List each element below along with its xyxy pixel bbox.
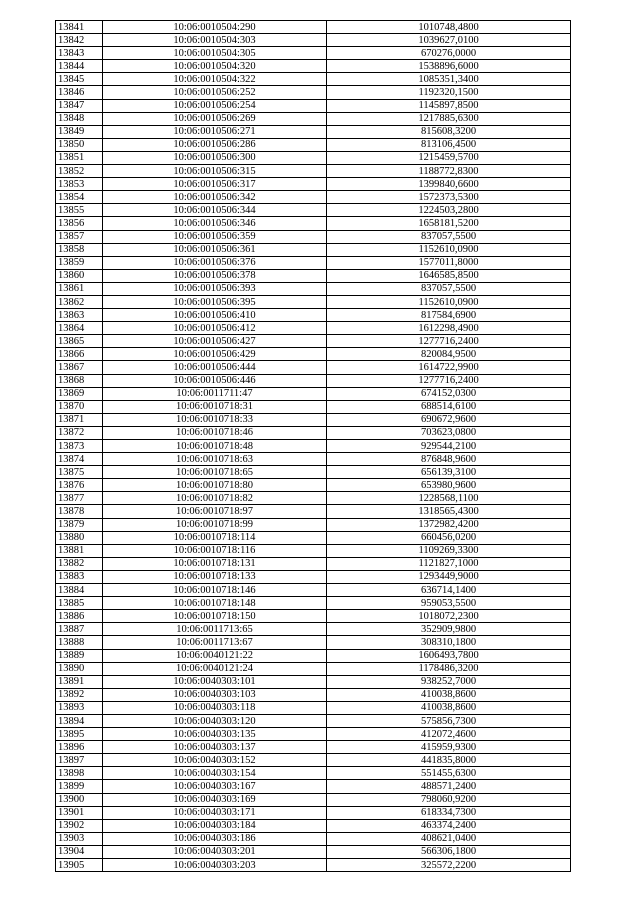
row-number: 13896	[56, 741, 103, 754]
cadastral-number: 10:06:0040303:118	[103, 701, 327, 714]
table-row	[56, 649, 571, 662]
value-cell: 820084,9500	[327, 348, 571, 361]
table-row	[56, 256, 571, 269]
table-row	[56, 60, 571, 73]
table-row	[56, 335, 571, 348]
row-number: 13894	[56, 714, 103, 727]
value-cell: 876848,9600	[327, 453, 571, 466]
row-number: 13885	[56, 597, 103, 610]
cadastral-number: 10:06:0010718:46	[103, 426, 327, 439]
value-cell: 938252,7000	[327, 675, 571, 688]
row-number: 13868	[56, 374, 103, 387]
table-row	[56, 570, 571, 583]
cadastral-number: 10:06:0010506:300	[103, 151, 327, 164]
row-number: 13897	[56, 754, 103, 767]
table-row	[56, 178, 571, 191]
cadastral-number: 10:06:0010506:395	[103, 295, 327, 308]
value-cell: 408621,0400	[327, 832, 571, 845]
table-row	[56, 243, 571, 256]
table-row	[56, 374, 571, 387]
row-number: 13893	[56, 701, 103, 714]
table-row	[56, 584, 571, 597]
cadastral-number: 10:06:0010504:305	[103, 47, 327, 60]
cadastral-number: 10:06:0010504:320	[103, 60, 327, 73]
cadastral-number: 10:06:0010506:271	[103, 125, 327, 138]
value-cell: 412072,4600	[327, 728, 571, 741]
row-number: 13890	[56, 662, 103, 675]
value-cell: 817584,6900	[327, 309, 571, 322]
table-row	[56, 453, 571, 466]
table-row	[56, 426, 571, 439]
value-cell: 959053,5500	[327, 597, 571, 610]
row-number: 13871	[56, 413, 103, 426]
row-number: 13847	[56, 99, 103, 112]
row-number: 13860	[56, 269, 103, 282]
value-cell: 1121827,1000	[327, 557, 571, 570]
row-number: 13869	[56, 387, 103, 400]
table-row	[56, 204, 571, 217]
value-cell: 1318565,4300	[327, 505, 571, 518]
cadastral-number: 10:06:0010506:427	[103, 335, 327, 348]
value-cell: 441835,8000	[327, 754, 571, 767]
value-cell: 1188772,8300	[327, 165, 571, 178]
row-number: 13854	[56, 191, 103, 204]
cadastral-number: 10:06:0010506:429	[103, 348, 327, 361]
value-cell: 551455,6300	[327, 767, 571, 780]
table-row	[56, 754, 571, 767]
value-cell: 1614722,9900	[327, 361, 571, 374]
table-row	[56, 165, 571, 178]
cadastral-number: 10:06:0010506:252	[103, 86, 327, 99]
value-cell: 488571,2400	[327, 780, 571, 793]
cadastral-number: 10:06:0010506:269	[103, 112, 327, 125]
table-row	[56, 610, 571, 623]
cadastral-number: 10:06:0011713:67	[103, 636, 327, 649]
value-cell: 837057,5500	[327, 282, 571, 295]
row-number: 13861	[56, 282, 103, 295]
table-row	[56, 819, 571, 832]
row-number: 13872	[56, 426, 103, 439]
value-cell: 1224503,2800	[327, 204, 571, 217]
value-cell: 618334,7300	[327, 806, 571, 819]
cadastral-number: 10:06:0010718:97	[103, 505, 327, 518]
table-row	[56, 636, 571, 649]
table-row	[56, 125, 571, 138]
table-body	[56, 21, 571, 872]
row-number: 13903	[56, 832, 103, 845]
table-row	[56, 269, 571, 282]
row-number: 13844	[56, 60, 103, 73]
cadastral-number: 10:06:0010506:317	[103, 178, 327, 191]
row-number: 13898	[56, 767, 103, 780]
value-cell: 703623,0800	[327, 426, 571, 439]
table-row	[56, 466, 571, 479]
cadastral-number: 10:06:0010506:315	[103, 165, 327, 178]
table-row	[56, 623, 571, 636]
cadastral-number: 10:06:0010506:361	[103, 243, 327, 256]
value-cell: 308310,1800	[327, 636, 571, 649]
value-cell: 410038,8600	[327, 701, 571, 714]
value-cell: 1085351,3400	[327, 73, 571, 86]
value-cell: 1018072,2300	[327, 610, 571, 623]
row-number: 13888	[56, 636, 103, 649]
value-cell: 1228568,1100	[327, 492, 571, 505]
cadastral-number: 10:06:0010718:80	[103, 479, 327, 492]
cadastral-number: 10:06:0010718:48	[103, 440, 327, 453]
value-cell: 656139,3100	[327, 466, 571, 479]
cadastral-number: 10:06:0010506:286	[103, 138, 327, 151]
table-row	[56, 21, 571, 34]
table-row	[56, 518, 571, 531]
cadastral-number: 10:06:0010506:254	[103, 99, 327, 112]
value-cell: 1538896,6000	[327, 60, 571, 73]
table-row	[56, 859, 571, 872]
value-cell: 1577011,8000	[327, 256, 571, 269]
value-cell: 1572373,5300	[327, 191, 571, 204]
value-cell: 1293449,9000	[327, 570, 571, 583]
row-number: 13902	[56, 819, 103, 832]
value-cell: 352909,9800	[327, 623, 571, 636]
table-row	[56, 34, 571, 47]
row-number: 13855	[56, 204, 103, 217]
row-number: 13895	[56, 728, 103, 741]
table-row	[56, 348, 571, 361]
cadastral-number: 10:06:0040303:135	[103, 728, 327, 741]
cadastral-number: 10:06:0040303:101	[103, 675, 327, 688]
row-number: 13873	[56, 440, 103, 453]
value-cell: 837057,5500	[327, 230, 571, 243]
table-row	[56, 230, 571, 243]
cadastral-number: 10:06:0040121:22	[103, 649, 327, 662]
table-row	[56, 806, 571, 819]
row-number: 13879	[56, 518, 103, 531]
row-number: 13900	[56, 793, 103, 806]
row-number: 13870	[56, 400, 103, 413]
value-cell: 688514,6100	[327, 400, 571, 413]
table-row	[56, 309, 571, 322]
value-cell: 1152610,0900	[327, 243, 571, 256]
table-row	[56, 151, 571, 164]
row-number: 13877	[56, 492, 103, 505]
row-number: 13849	[56, 125, 103, 138]
cadastral-number: 10:06:0040303:171	[103, 806, 327, 819]
row-number: 13856	[56, 217, 103, 230]
value-cell: 1277716,2400	[327, 374, 571, 387]
cadastral-number: 10:06:0040303:103	[103, 688, 327, 701]
cadastral-number: 10:06:0010718:99	[103, 518, 327, 531]
value-cell: 1145897,8500	[327, 99, 571, 112]
table-row	[56, 479, 571, 492]
table-row	[56, 505, 571, 518]
cadastral-number: 10:06:0010718:82	[103, 492, 327, 505]
cadastral-number: 10:06:0040303:169	[103, 793, 327, 806]
table-row	[56, 845, 571, 858]
table-row	[56, 832, 571, 845]
row-number: 13842	[56, 34, 103, 47]
value-cell: 815608,3200	[327, 125, 571, 138]
cadastral-number: 10:06:0010718:133	[103, 570, 327, 583]
table-row	[56, 47, 571, 60]
cadastral-number: 10:06:0010506:346	[103, 217, 327, 230]
row-number: 13852	[56, 165, 103, 178]
cadastral-number: 10:06:0040303:154	[103, 767, 327, 780]
value-cell: 1399840,6600	[327, 178, 571, 191]
table-row	[56, 73, 571, 86]
cadastral-number: 10:06:0010506:344	[103, 204, 327, 217]
cadastral-number: 10:06:0010718:116	[103, 544, 327, 557]
table-row	[56, 557, 571, 570]
value-cell: 463374,2400	[327, 819, 571, 832]
row-number: 13878	[56, 505, 103, 518]
table-row	[56, 387, 571, 400]
table-row	[56, 282, 571, 295]
table-row	[56, 361, 571, 374]
table-row	[56, 688, 571, 701]
value-cell: 813106,4500	[327, 138, 571, 151]
table-row	[56, 675, 571, 688]
table-row	[56, 531, 571, 544]
value-cell: 1612298,4900	[327, 322, 571, 335]
row-number: 13904	[56, 845, 103, 858]
value-cell: 1217885,6300	[327, 112, 571, 125]
row-number: 13866	[56, 348, 103, 361]
value-cell: 415959,9300	[327, 741, 571, 754]
value-cell: 929544,2100	[327, 440, 571, 453]
cadastral-number: 10:06:0010718:65	[103, 466, 327, 479]
value-cell: 410038,8600	[327, 688, 571, 701]
table-row	[56, 400, 571, 413]
value-cell: 1372982,4200	[327, 518, 571, 531]
row-number: 13892	[56, 688, 103, 701]
cadastral-number: 10:06:0010506:342	[103, 191, 327, 204]
row-number: 13841	[56, 21, 103, 34]
row-number: 13882	[56, 557, 103, 570]
row-number: 13891	[56, 675, 103, 688]
table-row	[56, 322, 571, 335]
value-cell: 1606493,7800	[327, 649, 571, 662]
cadastral-number: 10:06:0040303:120	[103, 714, 327, 727]
cadastral-number: 10:06:0010506:412	[103, 322, 327, 335]
table-row	[56, 793, 571, 806]
value-cell: 1277716,2400	[327, 335, 571, 348]
table-row	[56, 440, 571, 453]
table-row	[56, 780, 571, 793]
row-number: 13858	[56, 243, 103, 256]
row-number: 13848	[56, 112, 103, 125]
row-number: 13899	[56, 780, 103, 793]
cadastral-number: 10:06:0040303:152	[103, 754, 327, 767]
table-row	[56, 86, 571, 99]
value-cell: 1010748,4800	[327, 21, 571, 34]
value-cell: 1109269,3300	[327, 544, 571, 557]
value-cell: 1039627,0100	[327, 34, 571, 47]
value-cell: 325572,2200	[327, 859, 571, 872]
value-cell: 566306,1800	[327, 845, 571, 858]
row-number: 13845	[56, 73, 103, 86]
cadastral-number: 10:06:0010718:148	[103, 597, 327, 610]
value-cell: 636714,1400	[327, 584, 571, 597]
table-row	[56, 191, 571, 204]
cadastral-number: 10:06:0011711:47	[103, 387, 327, 400]
value-cell: 575856,7300	[327, 714, 571, 727]
row-number: 13853	[56, 178, 103, 191]
row-number: 13863	[56, 309, 103, 322]
cadastral-number: 10:06:0011713:65	[103, 623, 327, 636]
row-number: 13889	[56, 649, 103, 662]
data-table	[55, 20, 571, 872]
cadastral-number: 10:06:0010504:322	[103, 73, 327, 86]
row-number: 13876	[56, 479, 103, 492]
row-number: 13857	[56, 230, 103, 243]
row-number: 13862	[56, 295, 103, 308]
cadastral-number: 10:06:0040303:186	[103, 832, 327, 845]
cadastral-number: 10:06:0040121:24	[103, 662, 327, 675]
row-number: 13880	[56, 531, 103, 544]
table-row	[56, 217, 571, 230]
cadastral-number: 10:06:0010504:290	[103, 21, 327, 34]
row-number: 13864	[56, 322, 103, 335]
cadastral-number: 10:06:0040303:203	[103, 859, 327, 872]
row-number: 13859	[56, 256, 103, 269]
table-row	[56, 112, 571, 125]
cadastral-number: 10:06:0010718:31	[103, 400, 327, 413]
table-row	[56, 714, 571, 727]
value-cell: 798060,9200	[327, 793, 571, 806]
cadastral-number: 10:06:0010506:393	[103, 282, 327, 295]
row-number: 13843	[56, 47, 103, 60]
cadastral-number: 10:06:0010718:146	[103, 584, 327, 597]
cadastral-number: 10:06:0040303:201	[103, 845, 327, 858]
row-number: 13886	[56, 610, 103, 623]
value-cell: 1646585,8500	[327, 269, 571, 282]
row-number: 13881	[56, 544, 103, 557]
cadastral-number: 10:06:0010718:114	[103, 531, 327, 544]
table-row	[56, 701, 571, 714]
cadastral-number: 10:06:0010506:376	[103, 256, 327, 269]
value-cell: 653980,9600	[327, 479, 571, 492]
value-cell: 1658181,5200	[327, 217, 571, 230]
value-cell: 670276,0000	[327, 47, 571, 60]
row-number: 13875	[56, 466, 103, 479]
table-row	[56, 662, 571, 675]
row-number: 13850	[56, 138, 103, 151]
cadastral-number: 10:06:0010506:378	[103, 269, 327, 282]
value-cell: 674152,0300	[327, 387, 571, 400]
table-row	[56, 492, 571, 505]
row-number: 13846	[56, 86, 103, 99]
value-cell: 1192320,1500	[327, 86, 571, 99]
row-number: 13865	[56, 335, 103, 348]
row-number: 13884	[56, 584, 103, 597]
value-cell: 1152610,0900	[327, 295, 571, 308]
row-number: 13867	[56, 361, 103, 374]
cadastral-number: 10:06:0010504:303	[103, 34, 327, 47]
value-cell: 660456,0200	[327, 531, 571, 544]
table-row	[56, 741, 571, 754]
value-cell: 690672,9600	[327, 413, 571, 426]
cadastral-number: 10:06:0040303:184	[103, 819, 327, 832]
row-number: 13883	[56, 570, 103, 583]
cadastral-number: 10:06:0040303:137	[103, 741, 327, 754]
cadastral-number: 10:06:0010718:131	[103, 557, 327, 570]
cadastral-number: 10:06:0040303:167	[103, 780, 327, 793]
value-cell: 1178486,3200	[327, 662, 571, 675]
table-row	[56, 413, 571, 426]
cadastral-number: 10:06:0010718:150	[103, 610, 327, 623]
cadastral-number: 10:06:0010718:63	[103, 453, 327, 466]
table-row	[56, 728, 571, 741]
row-number: 13905	[56, 859, 103, 872]
row-number: 13901	[56, 806, 103, 819]
table-row	[56, 138, 571, 151]
value-cell: 1215459,5700	[327, 151, 571, 164]
table-row	[56, 295, 571, 308]
cadastral-number: 10:06:0010506:444	[103, 361, 327, 374]
cadastral-number: 10:06:0010506:446	[103, 374, 327, 387]
table-row	[56, 99, 571, 112]
table-row	[56, 544, 571, 557]
table-row	[56, 767, 571, 780]
row-number: 13851	[56, 151, 103, 164]
row-number: 13874	[56, 453, 103, 466]
cadastral-number: 10:06:0010718:33	[103, 413, 327, 426]
cadastral-number: 10:06:0010506:359	[103, 230, 327, 243]
row-number: 13887	[56, 623, 103, 636]
table-row	[56, 597, 571, 610]
cadastral-number: 10:06:0010506:410	[103, 309, 327, 322]
